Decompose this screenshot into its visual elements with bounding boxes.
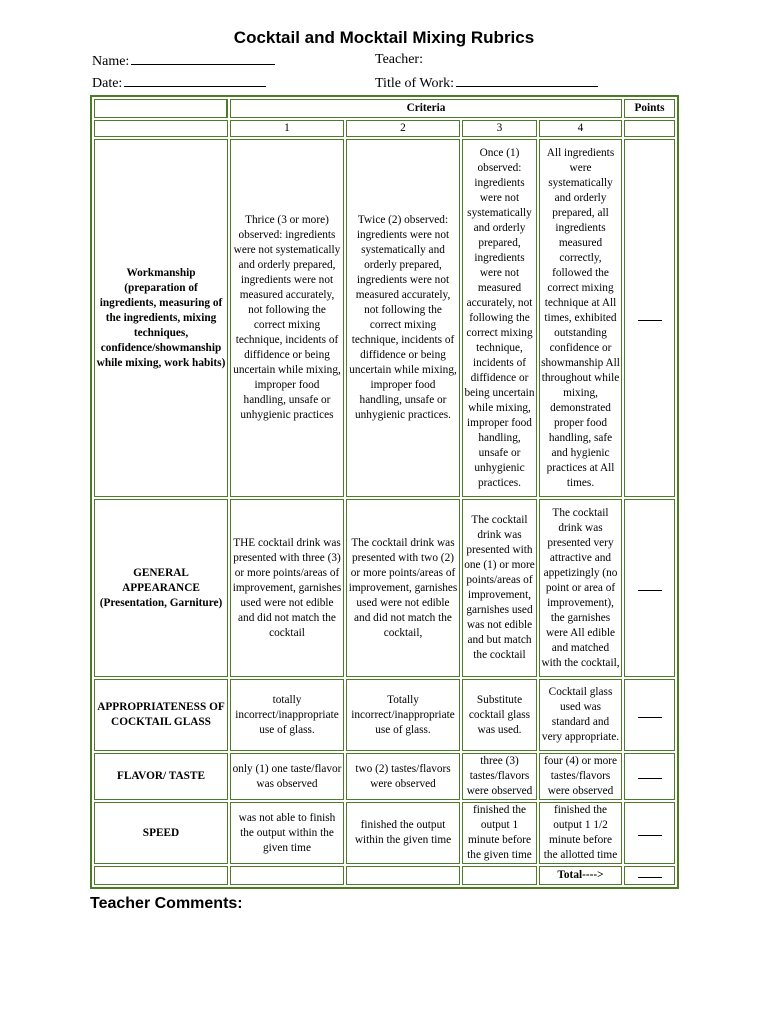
score-level-4: 4: [539, 120, 622, 137]
points-blank[interactable]: [624, 499, 675, 677]
header-empty-cell: [94, 99, 228, 118]
table-row: [94, 139, 675, 497]
table-header-row: [94, 99, 675, 118]
criterion-workmanship: Workmanship (preparation of ingredients, measuring of the ingredients, mixing techniques, confidence/showmanship while mixing, work habits): [94, 139, 228, 497]
table-row: [94, 499, 675, 677]
level-cell: totally incorrect/inappropriate use of glass.: [230, 679, 344, 751]
level-cell: only (1) one taste/flavor was observed: [230, 753, 344, 800]
name-label: Name:: [92, 54, 130, 69]
title-of-work-field[interactable]: [375, 74, 598, 92]
teacher-comments-label: Teacher Comments:: [90, 895, 243, 912]
level-cell: Thrice (3 or more) observed: ingredients were not systematically and orderly prepared, ingredients were not measured accurately, not following the correct mixing technique, incidents of diffidence or being uncertain while mixing, improper food handling, unsafe or unhygienic practices: [230, 139, 344, 497]
score-level-2: 2: [346, 120, 460, 137]
name-blank[interactable]: [131, 52, 275, 65]
level-cell: was not able to finish the output within the given time: [230, 802, 344, 864]
title-of-work-label: Title of Work:: [375, 76, 454, 91]
level-cell: finished the output within the given time: [346, 802, 460, 864]
points-line: [638, 777, 662, 779]
score-level-3: 3: [462, 120, 537, 137]
criterion-cocktail-glass: APPROPRIATENESS OF COCKTAIL GLASS: [94, 679, 228, 751]
score-level-points-cell: [624, 120, 675, 137]
points-blank[interactable]: [624, 679, 675, 751]
points-line: [638, 319, 662, 321]
criterion-speed: SPEED: [94, 802, 228, 864]
level-cell: The cocktail drink was presented very attractive and appetizingly (no point or area of improvement), the garnishes were All edible and matched with the cocktail,: [539, 499, 622, 677]
total-empty-cell: [346, 866, 460, 885]
total-label: Total---->: [539, 866, 622, 885]
date-blank[interactable]: [124, 74, 266, 87]
level-cell: Substitute cocktail glass was used.: [462, 679, 537, 751]
total-points-blank[interactable]: [624, 866, 675, 885]
score-level-1: 1: [230, 120, 344, 137]
level-cell: four (4) or more tastes/flavors were observed: [539, 753, 622, 800]
table-row: [94, 802, 675, 864]
points-blank[interactable]: [624, 139, 675, 497]
total-empty-cell: [230, 866, 344, 885]
total-points-line: [638, 876, 662, 878]
points-line: [638, 834, 662, 836]
level-cell: All ingredients were systematically and orderly prepared, all ingredients measured correctly, followed the correct mixing technique at All times, exhibited outstanding confidence or showmanship All throughout while mixing, demonstrated proper food handling, safe and hygienic practices at All times.: [539, 139, 622, 497]
page-title: Cocktail and Mocktail Mixing Rubrics: [233, 28, 535, 47]
level-cell: Once (1) observed: ingredients were not systematically and orderly prepared, ingredients were not measured accurately, not following the correct mixing technique, incidents of diffidence or being uncertain while mixing, improper food handling, unsafe or unhygienic practices.: [462, 139, 537, 497]
points-blank[interactable]: [624, 753, 675, 800]
points-line: [638, 589, 662, 591]
table-row: [94, 753, 675, 800]
points-header: Points: [624, 99, 675, 118]
rubric-table: [90, 95, 679, 889]
points-blank[interactable]: [624, 802, 675, 864]
total-empty-cell: [462, 866, 537, 885]
criterion-general-appearance: GENERAL APPEARANCE (Presentation, Garniture): [94, 499, 228, 677]
criteria-header: Criteria: [230, 99, 622, 118]
date-label: Date:: [92, 76, 123, 91]
name-field[interactable]: [92, 52, 275, 70]
teacher-field[interactable]: [375, 52, 423, 68]
level-cell: Cocktail glass used was standard and very appropriate.: [539, 679, 622, 751]
level-cell: finished the output 1 minute before the given time: [462, 802, 537, 864]
level-cell: The cocktail drink was presented with one (1) or more points/areas of improvement, garnishes used was not edible and but match the cocktail: [462, 499, 537, 677]
level-cell: three (3) tastes/flavors were observed: [462, 753, 537, 800]
total-empty-cell: [94, 866, 228, 885]
score-level-row: [94, 120, 675, 137]
criterion-flavor-taste: FLAVOR/ TASTE: [94, 753, 228, 800]
title-of-work-blank[interactable]: [456, 74, 598, 87]
level-cell: finished the output 1 1/2 minute before the allotted time: [539, 802, 622, 864]
level-cell: two (2) tastes/flavors were observed: [346, 753, 460, 800]
level-cell: Totally incorrect/inappropriate use of glass.: [346, 679, 460, 751]
level-cell: Twice (2) observed: ingredients were not systematically and orderly prepared, ingredients were not measured accurately, not following the correct mixing technique, incidents of diffidence or being uncertain while mixing, improper food handling, unsafe or unhygienic practices.: [346, 139, 460, 497]
level-cell: THE cocktail drink was presented with three (3) or more points/areas of improvement, garnishes used were not edible and did not match the cocktail: [230, 499, 344, 677]
total-row: [94, 866, 675, 885]
level-cell: The cocktail drink was presented with two (2) or more points/areas of improvement, garnishes used were not edible and did not match the cocktail,: [346, 499, 460, 677]
score-level-empty-cell: [94, 120, 228, 137]
teacher-label: Teacher:: [375, 52, 423, 67]
date-field[interactable]: [92, 74, 266, 92]
points-line: [638, 716, 662, 718]
table-row: [94, 679, 675, 751]
